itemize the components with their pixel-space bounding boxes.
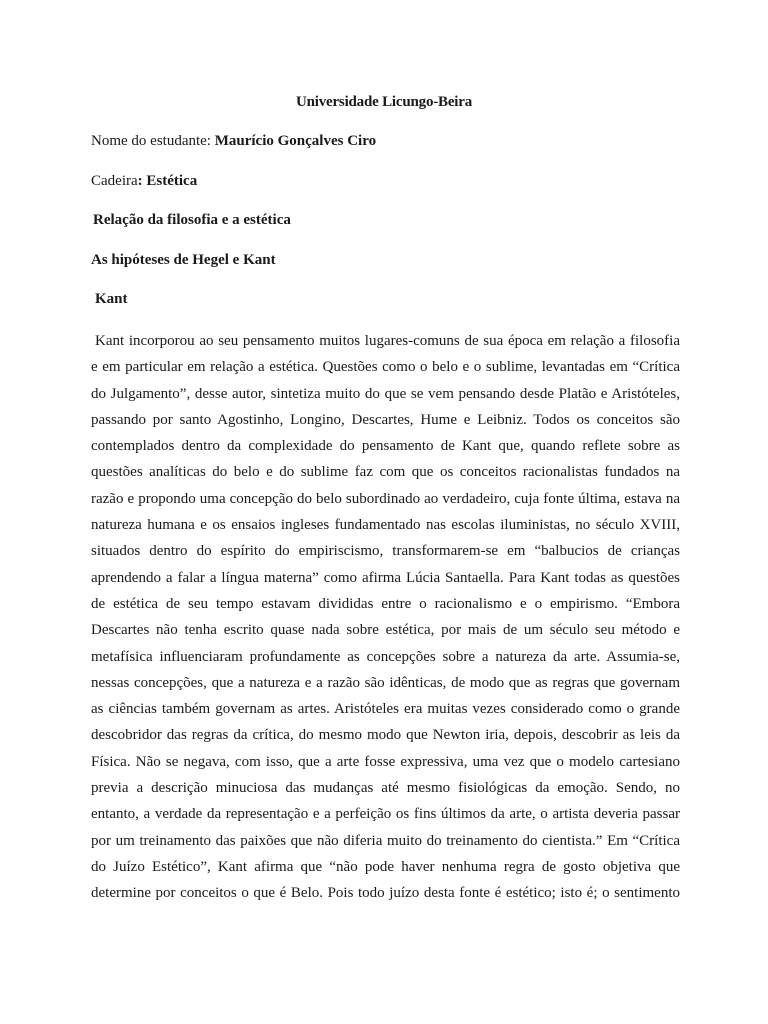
paragraph-line: descobridor das regras da crítica, do mesmo modo que Newton iria, depois, descobrir as leis da	[91, 727, 680, 744]
paragraph-line: metafísica influenciaram profundamente as concepções sobre a natureza da arte. Assumia-se,	[91, 648, 680, 665]
paragraph-line: passando por santo Agostinho, Longino, Descartes, Hume e Leibniz. Todos os conceitos são	[91, 411, 680, 428]
paragraph-line: aprendendo a falar a língua materna” como afirma Lúcia Santaella. Para Kant todas as questões	[91, 569, 680, 586]
heading-hypotheses: As hipóteses de Hegel e Kant	[91, 252, 276, 268]
paragraph-line: as ciências também governam as artes. Aristóteles era muitas vezes considerado como o grande	[91, 701, 680, 718]
paragraph-line: entanto, a verdade da representação e a perfeição os fins últimos da arte, o artista deveria passar	[91, 806, 680, 823]
paragraph-line: do Juízo Estético”, Kant afirma que “não pode haver nenhuma regra de gosto objetiva que	[91, 858, 680, 875]
paragraph-line: de estética de seu tempo estavam divididas entre o racionalismo e o empirismo. “Embora	[91, 595, 680, 612]
paragraph-line: nessas concepções, que a natureza e a razão são idênticas, de modo que as regras que governam	[91, 674, 680, 691]
paragraph-line: Kant incorporou ao seu pensamento muitos lugares-comuns de sua época em relação a filosofia	[95, 333, 680, 349]
course-label: Cadeira	[91, 173, 138, 189]
student-name-line	[91, 133, 376, 150]
paragraph-line: situados dentro do espírito do empiriscismo, transformarem-se em “balbucios de crianças	[91, 543, 680, 560]
heading-relation: Relação da filosofia e a estética	[93, 212, 291, 228]
paragraph-line: Descartes não tenha escrito quase nada sobre estética, por mais de um século seu método e	[91, 622, 680, 639]
paragraph-line: por um treinamento das paixões que não diferia muito do treinamento do cientista.” Em “Crítica	[91, 832, 680, 849]
course-name: Estética	[146, 173, 198, 189]
course-colon: :	[137, 173, 147, 189]
paragraph-line: e em particular em relação a estética. Questões como o belo e o sublime, levantadas em “Crítica	[91, 359, 680, 376]
student-name: Maurício Gonçalves Ciro	[214, 133, 377, 149]
paragraph-line: determine por conceitos o que é Belo. Pois todo juízo desta fonte é estético; isto é; o sentimento	[91, 885, 680, 902]
student-label: Nome do estudante:	[91, 133, 215, 149]
course-line	[91, 173, 197, 190]
university-title: Universidade Licungo-Beira	[295, 94, 473, 110]
paragraph-line: Física. Não se negava, com isso, que a arte fosse expressiva, uma vez que o modelo cartesiano	[91, 753, 680, 770]
heading-kant: Kant	[95, 291, 128, 307]
paragraph-line: questões analíticas do belo e do sublime faz com que os conceitos racionalistas fundados na	[91, 464, 680, 481]
paragraph-line: do Julgamento”, desse autor, sintetiza muito do que se vem pensando desde Platão e Aristóteles,	[91, 385, 680, 402]
paragraph-line: previa a descrição minuciosa das mudanças até mesmo fisiológicas da emoção. Sendo, no	[91, 780, 680, 797]
body-paragraph	[91, 328, 680, 907]
paragraph-line: contemplados dentro da complexidade do pensamento de Kant que, quando reflete sobre as	[91, 438, 680, 455]
paragraph-line: razão e propondo uma concepção do belo subordinado ao verdadeiro, cuja fonte última, estava na	[91, 490, 680, 507]
paragraph-line: natureza humana e os ensaios ingleses fundamentado nas escolas iluministas, no século XVIII,	[91, 517, 680, 534]
